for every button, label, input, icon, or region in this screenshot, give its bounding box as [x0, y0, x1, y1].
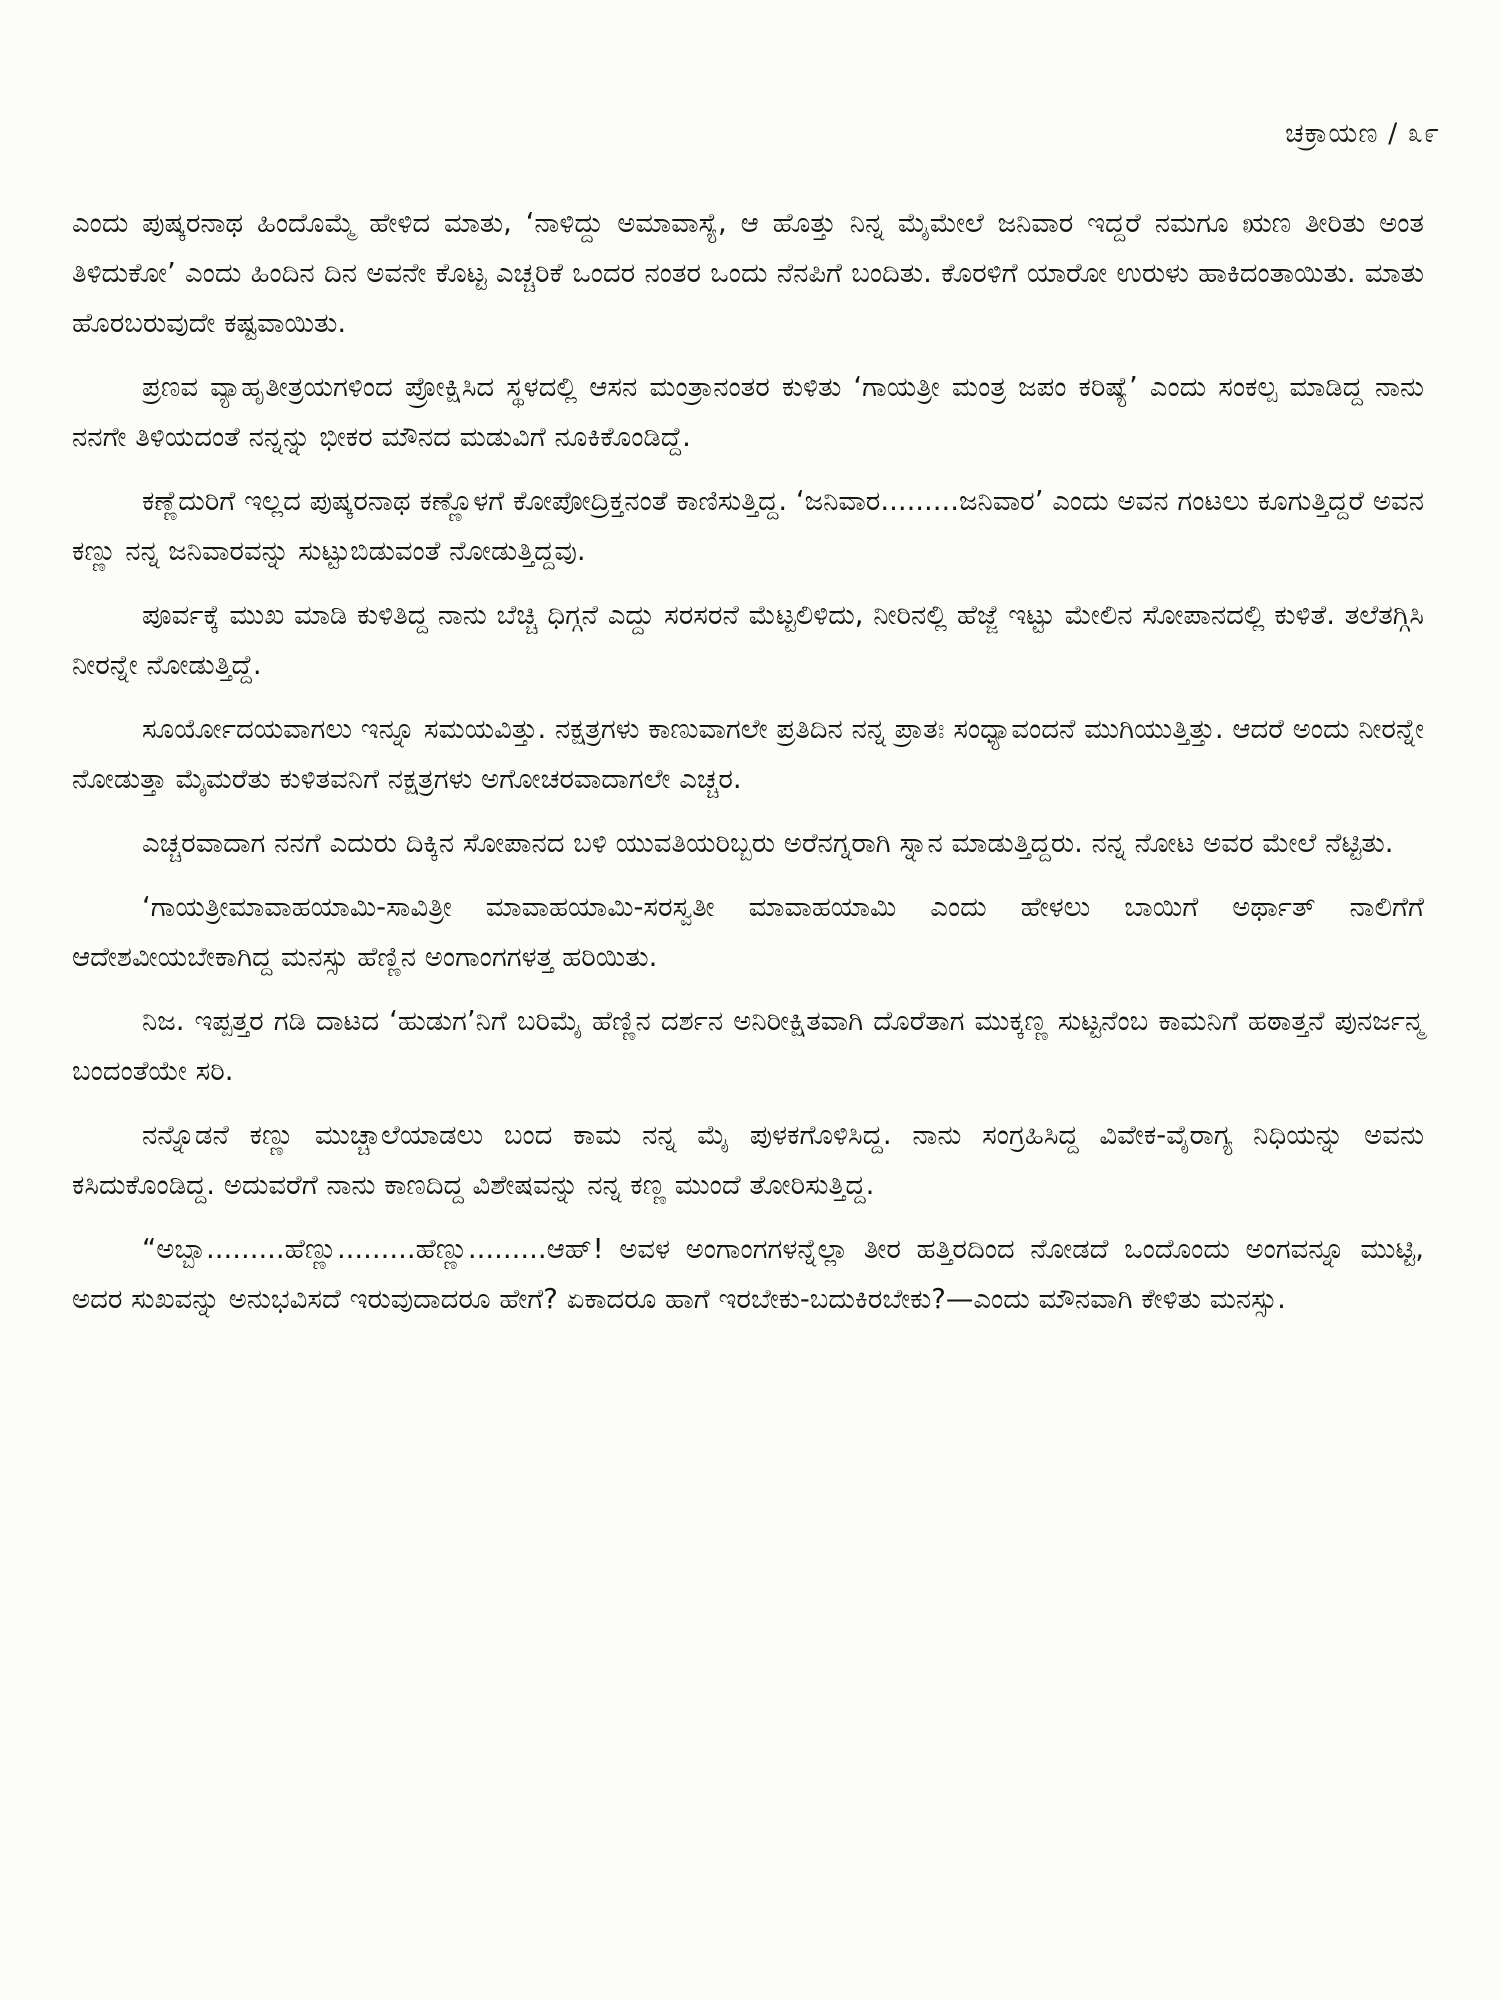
paragraph: ನಿಜ. ಇಪ್ಪತ್ತರ ಗಡಿ ದಾಟದ ‘ಹುಡುಗ’ನಿಗೆ ಬರಿಮೈ ಹೆಣ್ಣಿನ ದರ್ಶನ ಅನಿರೀಕ್ಷಿತವಾಗಿ ದೊರೆತಾಗ ಮುಕ್ಕಣ್ಣ ಸುಟ್ಟನೆಂಬ ಕಾಮನಿಗೆ ಹಠಾತ್ತನೆ ಪುನರ್ಜನ್ಮ ಬಂದಂತೆಯೇ ಸರಿ. [72, 1005, 1424, 1087]
paragraph: ಕಣ್ಣೆದುರಿಗೆ ಇಲ್ಲದ ಪುಷ್ಕರನಾಥ ಕಣ್ಣೊಳಗೆ ಕೋಪೋದ್ರಿಕ್ತನಂತೆ ಕಾಣಿಸುತ್ತಿದ್ದ. ‘ಜನಿವಾರ.........ಜನಿವಾರ’ ಎಂದು ಅವನ ಗಂಟಲು ಕೂಗುತ್ತಿದ್ದರೆ ಅವನ ಕಣ್ಣು ನನ್ನ ಜನಿವಾರವನ್ನು ಸುಟ್ಟುಬಿಡುವಂತೆ ನೋಡುತ್ತಿದ್ದವು. [72, 485, 1424, 567]
paragraph: ಪೂರ್ವಕ್ಕೆ ಮುಖ ಮಾಡಿ ಕುಳಿತಿದ್ದ ನಾನು ಬೆಚ್ಚಿ ಧಿಗ್ಗನೆ ಎದ್ದು ಸರಸರನೆ ಮೆಟ್ಟಲಿಳಿದು, ನೀರಿನಲ್ಲಿ ಹೆಜ್ಜೆ ಇಟ್ಟು ಮೇಲಿನ ಸೋಪಾನದಲ್ಲಿ ಕುಳಿತೆ. ತಲೆತಗ್ಗಿಸಿ ನೀರನ್ನೇ ನೋಡುತ್ತಿದ್ದೆ. [72, 599, 1424, 681]
paragraph: ಸೂರ್ಯೋದಯವಾಗಲು ಇನ್ನೂ ಸಮಯವಿತ್ತು. ನಕ್ಷತ್ರಗಳು ಕಾಣುವಾಗಲೇ ಪ್ರತಿದಿನ ನನ್ನ ಪ್ರಾತಃ ಸಂಧ್ಯಾವಂದನೆ ಮುಗಿಯುತ್ತಿತ್ತು. ಆದರೆ ಅಂದು ನೀರನ್ನೇ ನೋಡುತ್ತಾ ಮೈಮರೆತು ಕುಳಿತವನಿಗೆ ನಕ್ಷತ್ರಗಳು ಅಗೋಚರವಾದಾಗಲೇ ಎಚ್ಚರ. [72, 713, 1424, 795]
paragraph: ಎಚ್ಚರವಾದಾಗ ನನಗೆ ಎದುರು ದಿಕ್ಕಿನ ಸೋಪಾನದ ಬಳಿ ಯುವತಿಯರಿಬ್ಬರು ಅರೆನಗ್ನರಾಗಿ ಸ್ನಾನ ಮಾಡುತ್ತಿದ್ದರು. ನನ್ನ ನೋಟ ಅವರ ಮೇಲೆ ನೆಟ್ಟಿತು. [142, 827, 1394, 859]
page-body [72, 198, 1424, 1338]
paragraph: ಪ್ರಣವ ವ್ಯಾಹೃತೀತ್ರಯಗಳಿಂದ ಪ್ರೋಕ್ಷಿಸಿದ ಸ್ಥಳದಲ್ಲಿ ಆಸನ ಮಂತ್ರಾನಂತರ ಕುಳಿತು ‘ಗಾಯತ್ರೀ ಮಂತ್ರ ಜಪಂ ಕರಿಷ್ಯೆ’ ಎಂದು ಸಂಕಲ್ಪ ಮಾಡಿದ್ದ ನಾನು ನನಗೇ ತಿಳಿಯದಂತೆ ನನ್ನನ್ನು ಭೀಕರ ಮೌನದ ಮಡುವಿಗೆ ನೂಕಿಕೊಂಡಿದ್ದೆ. [72, 371, 1424, 453]
paragraph: ‘ಗಾಯತ್ರೀಮಾವಾಹಯಾಮಿ-ಸಾವಿತ್ರೀ ಮಾವಾಹಯಾಮಿ-ಸರಸ್ವತೀ ಮಾವಾಹಯಾಮಿ ಎಂದು ಹೇಳಲು ಬಾಯಿಗೆ ಅರ್ಥಾತ್ ನಾಲಿಗೆಗೆ ಆದೇಶವೀಯಬೇಕಾಗಿದ್ದ ಮನಸ್ಸು ಹೆಣ್ಣಿನ ಅಂಗಾಂಗಗಳತ್ತ ಹರಿಯಿತು. [72, 891, 1424, 973]
running-header: ಚಕ್ರಾಯಣ / ೩೯ [1285, 118, 1440, 149]
paragraph: ಎಂದು ಪುಷ್ಕರನಾಥ ಹಿಂದೊಮ್ಮೆ ಹೇಳಿದ ಮಾತು, ‘ನಾಳಿದ್ದು ಅಮಾವಾಸ್ಯೆ, ಆ ಹೊತ್ತು ನಿನ್ನ ಮೈಮೇಲೆ ಜನಿವಾರ ಇದ್ದರೆ ನಮಗೂ ಋಣ ತೀರಿತು ಅಂತ ತಿಳಿದುಕೋ’ ಎಂದು ಹಿಂದಿನ ದಿನ ಅವನೇ ಕೊಟ್ಟ ಎಚ್ಚರಿಕೆ ಒಂದರ ನಂತರ ಒಂದು ನೆನಪಿಗೆ ಬಂದಿತು. ಕೊರಳಿಗೆ ಯಾರೋ ಉರುಳು ಹಾಕಿದಂತಾಯಿತು. ಮಾತು ಹೊರಬರುವುದೇ ಕಷ್ಟವಾಯಿತು. [72, 207, 1424, 339]
paragraph: ನನ್ನೊಡನೆ ಕಣ್ಣು ಮುಚ್ಚಾಲೆಯಾಡಲು ಬಂದ ಕಾಮ ನನ್ನ ಮೈ ಪುಳಕಗೊಳಿಸಿದ್ದ. ನಾನು ಸಂಗ್ರಹಿಸಿದ್ದ ವಿವೇಕ-ವೈರಾಗ್ಯ ನಿಧಿಯನ್ನು ಅವನು ಕಸಿದುಕೊಂಡಿದ್ದ. ಅದುವರೆಗೆ ನಾನು ಕಾಣದಿದ್ದ ವಿಶೇಷವನ್ನು ನನ್ನ ಕಣ್ಣ ಮುಂದೆ ತೋರಿಸುತ್ತಿದ್ದ. [72, 1119, 1424, 1201]
paragraph: “ಅಬ್ಬಾ.........ಹೆಣ್ಣು.........ಹೆಣ್ಣು.........ಆಹ್! ಅವಳ ಅಂಗಾಂಗಗಳನ್ನೆಲ್ಲಾ ತೀರ ಹತ್ತಿರದಿಂದ ನೋಡದೆ ಒಂದೊಂದು ಅಂಗವನ್ನೂ ಮುಟ್ಟಿ, ಅದರ ಸುಖವನ್ನು ಅನುಭವಿಸದೆ ಇರುವುದಾದರೂ ಹೇಗೆ? ಏಕಾದರೂ ಹಾಗೆ ಇರಬೇಕು-ಬದುಕಿರಬೇಕು?—ಎಂದು ಮೌನವಾಗಿ ಕೇಳಿತು ಮನಸ್ಸು. [72, 1233, 1424, 1315]
